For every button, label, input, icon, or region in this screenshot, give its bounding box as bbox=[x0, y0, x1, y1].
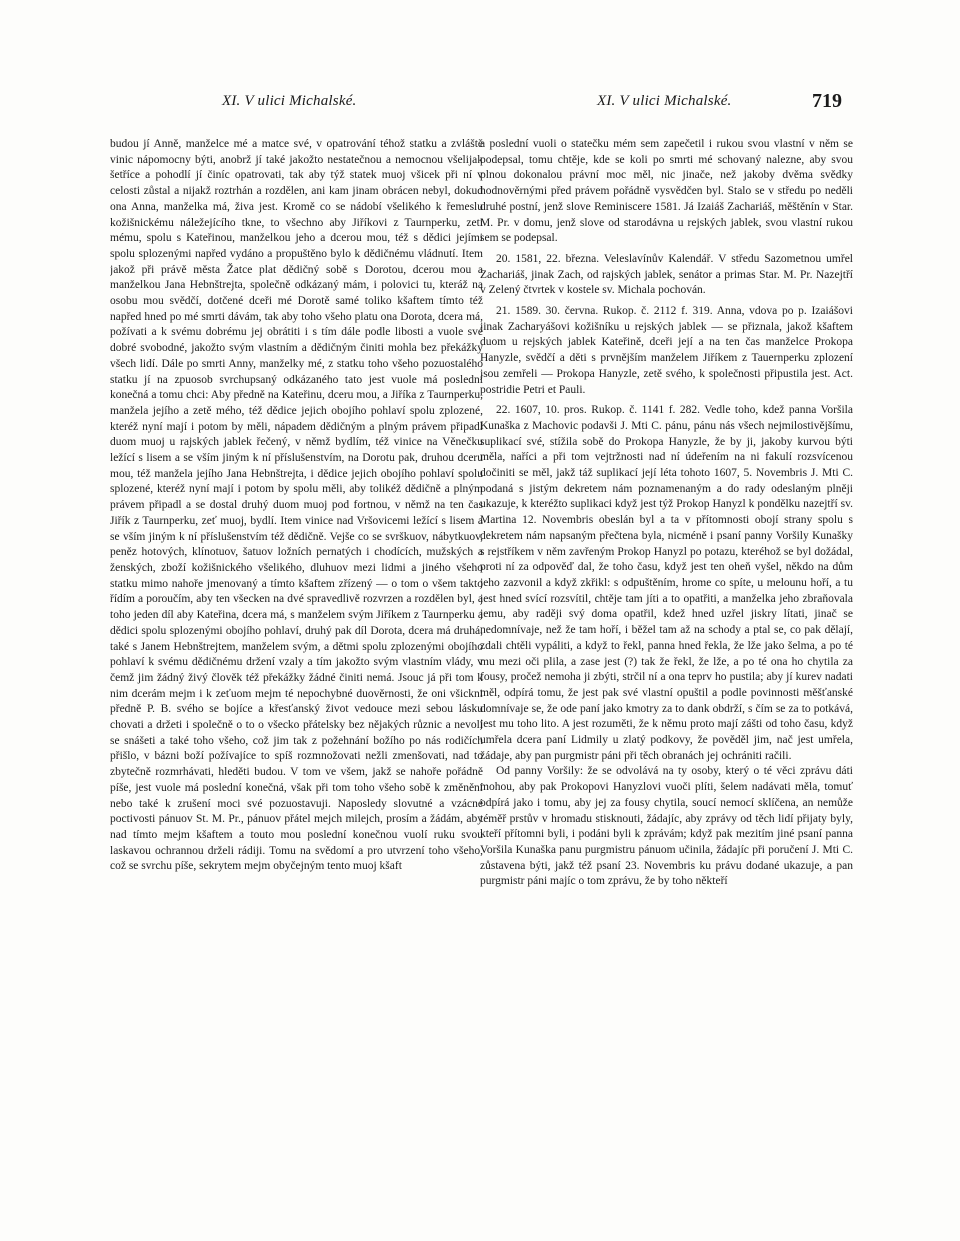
paragraph: a poslední vuoli o statečku mém sem zapečetil i rukou svou vlastní v něm se podepsal, tomu chtěje, kde se koli po smrti mé schovaný nalezne, aby svou plnou dokonalou právní moc měl, nic jinače, než jakoby dvěma svědky hodnověrnými před právem pořádně vysvědčen byl. Stalo se v středu po neděli druhé postní, jenž slove Reminiscere 1581. Já Izaiáš Zachariáš, měštěnín v Star. M. Pr. v domu, jenž slove od starodávna u rejských jablek, svou vlastní rukou sem se podepsal. bbox=[480, 138, 853, 245]
entry-20: 20. 1581, 22. března. Veleslavínův Kalendář. V středu Sazometnou umřel Zachariáš, jinak Zach, od rajských jablek, senátor a primas Star. M. Pr. Nazejtří v Zelený čtvrtek v kostele sv. Michala pochován. bbox=[480, 252, 853, 297]
paragraph: Od panny Voršily: že se odvolává na ty osoby, který o té věci zprávu dáti mohou, aby pak Prokopovi Hanyzlovi vuoči plíti, šelem nadávati měla, tomuť odpírá jako i tomu, aby jej za fousy chytila, soucí nemocí sklíčena, an nemůže téměř prstův v hromadu stisknouti, žádajíc, aby zprávy od těch lidí přijaty byly, kteří přítomni byli, i podáni byli k zprávám; když pak mezitím jiné psaní panna Voršila Kunaška panu purgmistru pánuom učinila, žádajíc při poručení J. Mti C. zůstavena býti, jakž též psaní 23. Novembris ku právu dodané ukazuje, a pan purgmistr páni majíc o tom zprávu, že by toho někteří bbox=[480, 765, 853, 888]
left-column bbox=[110, 137, 483, 1187]
running-head-right: XI. V ulici Michalské. bbox=[597, 93, 732, 109]
right-column bbox=[480, 137, 853, 1187]
entry-22: 22. 1607, 10. pros. Rukop. č. 1141 f. 282. Vedle toho, kdež panna Voršila Kunaška z Machovic podavši J. Mti C. pánu, pánu nás všech nejmilostivějšímu, suplikací své, stížila sobě do Prokopa Hanyzle, že by ji, jakoby kurvou býti měla, naříci a při tom vejtržnosti nad ní údeřením na ni fakulí rozsvícenou dočiniti se měl, jakž táž suplikací její léta tohoto 1607, 5. Novembris J. Mti C. podaná s jistým dekretem nám poznamenaným a do rady odeslaným plněji ukazuje, k kteréžto suplikaci když jest týž Prokop Hanyzl k pondělku nazejtří sv. Martina 12. Novembris obeslán byl a ta v přítomnosti obojí strany spolu s dekretem nám napsaným přečtena byla, nicméně i psaní panny Voršily Kunašky s rejstříkem v něm zavřeným Prokop Hanyzl po potazu, kteréhož se byl dožádal, proti ní za odpověď dal, že toho času, když jest ten oheň vyšel, někdo na dům jeho zazvonil a když zkřikl: s odpuštěním, hrome co spíte, u melounu hoří, a tu jest hned svící rozsvítil, chtěje tam jíti a to opatřiti, a manželka jeho zbraňovala jemu, aby raději svý doma opatřil, kdež hned uzřel jiskry lítati, jinač se nedomnívaje, než že tam hoří, i běžel tam až na schody a ptal se, co pak dělají, zdali chtěli vypáliti, a když to řekl, panna hned řekla, že lže jako šelma, a po té mu mezi oči plila, a zase jest (?) tak že řekl, že lže, a po té ona ho chytila za fousy, pročež nemoha ji zbýti, strčil ní a ona teprv ho pustila; aby jí kurev nadati měl, odpírá tomu, že jest pak své vlastní opuštil a podle povinnosti měšťanské domnívaje se, že ode paní jako kmotry za to dank obdrží, s čím se za to potkává, jest mu toho lito. A jest rozuměti, že k němu proto mají zášti od toho času, když umřela dcera paní Lidmily u zlatý podkovy, že pověděl jim, nač jest umřela, žádaje, aby pan purgmistr páni při těch obranách jej ochrániti račili. bbox=[480, 404, 853, 762]
running-head-left: XI. V ulici Michalské. bbox=[222, 93, 357, 109]
entry-21: 21. 1589. 30. června. Rukop. č. 2112 f. 319. Anna, vdova po p. Izaiášovi jinak Zacharyášovi kožišníku u rejských jablek — se přiznala, jakož kšaftem duom u rejských jablek Kateřině, dceři její a na ten čas manželce Prokopa Hanyzle, svědčí a děti s prvnějším manželem Jiříkem z Tauernperku zplození jsou zemřeli — Prokopa Hanyzle, zetě svého, k společnosti připustila jest. Act. postridie Petri et Pauli. bbox=[480, 305, 853, 396]
page-number: 719 bbox=[812, 90, 842, 112]
paragraph: budou jí Anně, manželce mé a matce své, v opatrování téhož statku a zvláště vinic nápomocny býti, anobrž jí také jakožto nestatečnou a nemocnou všelijak šetříce a pohodlí jí činíc opatrovati, tak aby týž statek muoj všicek při ní v celosti zůstal a nijakž roztrhán a rozdělen, ani kam jinam obrácen nebyl, dokud ona Anna, manželka má, živa jest. Kromě co se nádobí všelikého k řemeslu kožišnickému náležejícího tkne, to všechno aby Jiříkovi z Taurnperku, zeti mému, spolu s Kateřinou, manželkou jeho a dcerou mou, též s dědici jejími spolu splozenými napřed vydáno a propuštěno bylo k dědičnému vládnutí. Item jakož při právě města Žatce plat dědičný sobě s Dorotou, dcerou mou a manželkou Jana Hebnštrejta, společně odkázaný mám, i polovici tu, kteráž na osobu mou svědčí, dotčené dceři mé Dorotě samé toliko kšaftem tímto též napřed hned po mé smrti dávám, tak aby toho všeho platu ona Dorota, dcera má, požívati a k svému dobrému jej obrátiti i s tím dále podle libosti a vuole své dobré svobodné, jakožto svým vlastním a dědičným činiti mohla bez překážky všech lidí. Dále po smrti Anny, manželky mé, z statku toho všeho pozuostalého statku jí na zpuosob svrchupsaný odkázaného tato jest vuole má poslední konečná a tomu chci: Aby předně na Kateřinu, dceru mou, a Jiříka z Taurnperku, manžela jejího a zetě mého, též dědice jejich obojího pohlaví spolu zplozené, kteréž nyní mají i potom by měli, nápadem dědičným a plným právem připadl duom muoj u rajských jablek řečený, v němž bydlím, též vinice na Věnečku ležící s lisem a se vším jiným k ní příslušenstvím, na Dorotu pak, druhou dceru mou, též manžela jejího Jana Hebnštrejta, i dědice jejich obojího pohlaví spolu splozené, kteréž nyní mají i potom by spolu měli, aby tolikéž dědičně a plným právem připadl a se dostal druhý duom muoj pod fortnou, v němž na ten čas Jiřík z Taurnperku, zeť muoj, bydlí. Item vinice nad Vršovicemi ležící s lisem a se vším jiným k ní příslušenstvím též dědičně. Vejše co se svrškuov, nábytkuov, peněz hotových, klínotuov, šatuov ložních pernatých i chodících, mužských a ženských, zboží kožišnického všelikého, dluhuov mezi lidmi a jiného všeho statku mimo nahoře jmenovaný a tímto kšaftem zřízený — o tom o všem takto řídím a poroučím, aby ten všecken na dvé spravedlivě rozvrzen a rozdělen byl, a toho jeden díl aby Kateřina, dcera má, s manželem svým Jiříkem z Taurnperku a dědici spolu splozenými obojího pohlaví, druhý pak díl Dorota, dcera má druhá, také s Janem Hebnštrejtem, manželem svým, a dětmi spolu zplozenými obojího pohlaví k svému dědičnému držení vzaly a tím jakožto svým vlastním vlády, v čemž jim žádný živý člověk též překážky žádné činiti nemá. Jsouc já při tom k nim dcerám mejm i k zeťuom mejm té nepochybné duověrnosti, že oni všickni předně P. B. svého se bojíce a křesťanský život vedouce mezi sebou lásku chovati a držeti i společně o to o všecko přátelsky bez nějakých různic a nevolí se snášeti a také toho všeho, což jim tak z požehnání božího po nás rodičích přišlo, v bázni boží požívajíce to spíš rozmnožovati nežli zmenšovati, nad to zbytečně rozmrhávati, hleděti budou. V tom ve všem, jakž se nahoře pořádně píše, jest vuole má poslední konečná, však při tom toho všeho sobě k změnění nebo také k zrušení moci své pozuostavuji. Naposledy slovutné a vzácné poctivosti pánuov St. M. Pr., pánuov přátel mejch milejch, prosím a žádám, aby nad tímto mejm kšaftem a touto mou poslední konečnou vuolí ruku svou laskavou ochrannou drželi rádiji. Tomu na svědomí a pro utvrzení toho všeho, což se svrchu píše, sekrytem mejm obyčejným tento muoj kšaft bbox=[110, 138, 483, 873]
